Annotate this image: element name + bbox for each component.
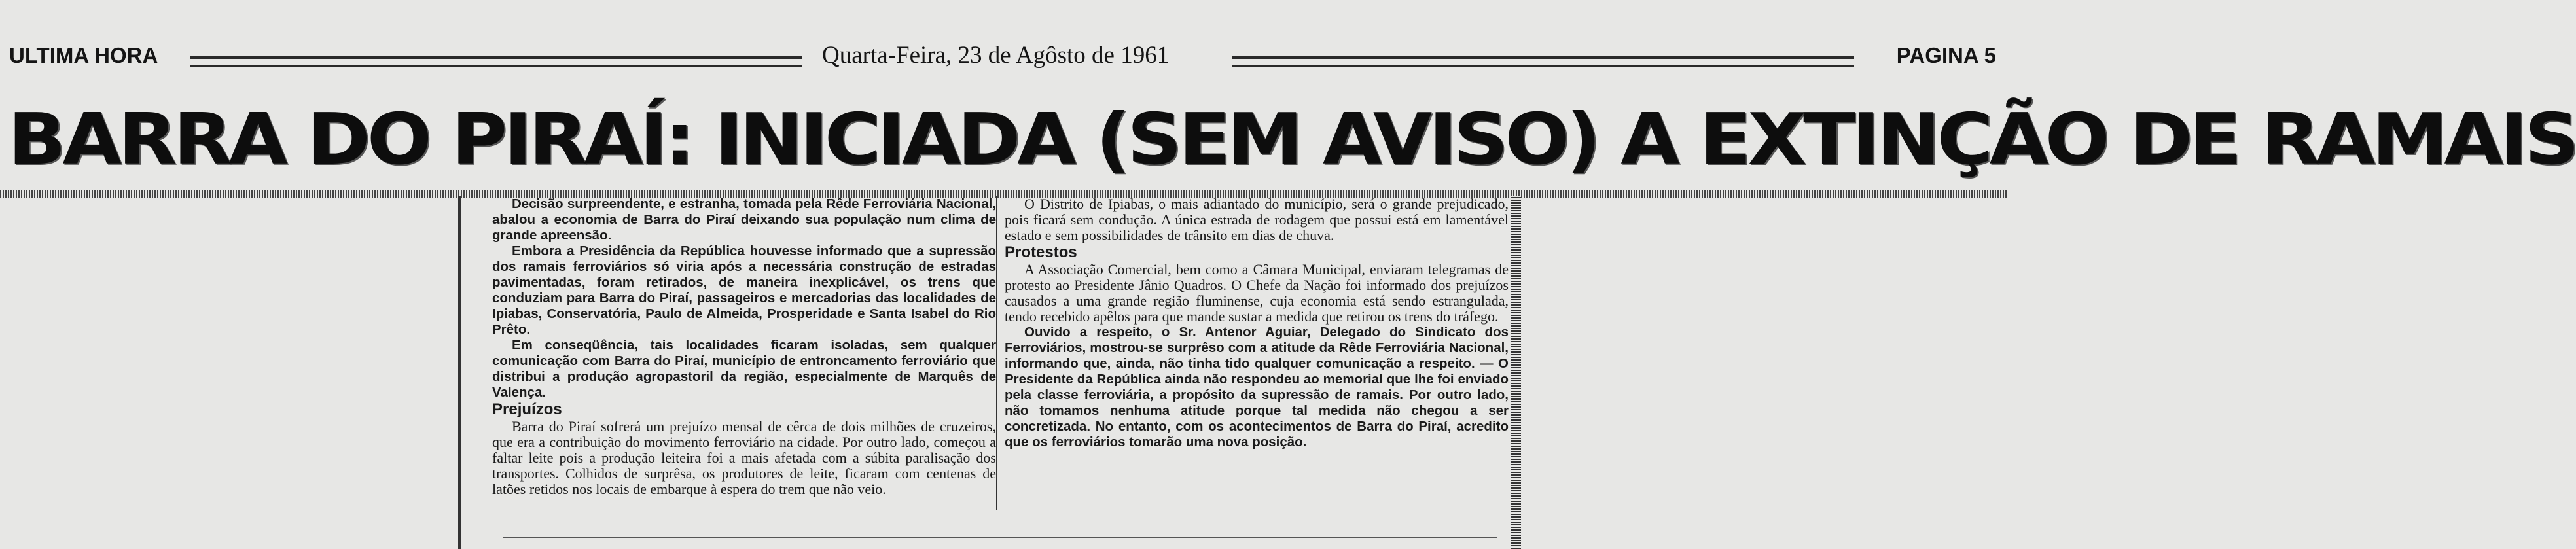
column-divider [996,196,997,510]
issue-date: Quarta-Feira, 23 de Agôsto de 1961 [822,42,1170,69]
header-rule-left [190,56,802,67]
article-paragraph: Decisão surpreendente, e estranha, tomada pela Rêde Ferroviária Nacional, abalou a economia de Barra do Piraí deixando sua população num clima de grande apreensão. [492,196,996,243]
left-blank-area [0,196,461,549]
header-rule-right [1232,56,1854,67]
page-header [0,37,2008,76]
article-column-1 [492,196,996,523]
article-paragraph: O Distrito de Ipiabas, o mais adiantado do município, será o grande prejudicado, pois ficará sem condução. A única estrada de rodagem que possui está em lamentável estado e sem possibilidades de trânsito em dias de chuva. [1005,196,1509,243]
article-paragraph: Embora a Presidência da República houvesse informado que a supressão dos ramais ferroviários só viria após a necessária construção de estradas pavimentadas, foram retirados, de maneira inexplicável, os trens que conduziam para Barra do Piraí, passageiros e mercadorias das localidades de Ipiabas, Conservatória, Paulo de Almeida, Prosperidade e Santa Isabel do Rio Prêto. [492,243,996,337]
article-paragraph: Ouvido a respeito, o Sr. Antenor Aguiar, Delegado do Sindicato dos Ferroviários, mostrou-se surprêso com a atitude da Rêde Ferroviária Nacional, informando que, ainda, não tinha tido qualquer comunicação a respeito. — O Presidente da República ainda não respondeu ao memorial que lhe foi enviado pela classe ferroviária, a propósito da supressão de ramais. Por outro lado, não tomamos nenhuma atitude porque tal medida não chegou a ser concretizada. No entanto, com os acontecimentos de Barra do Piraí, acredito que os ferroviários tomarão uma nova posição. [1005,325,1509,450]
page-number: PAGINA 5 [1896,43,1996,67]
article-column-2 [1005,196,1509,523]
article-paragraph: A Associação Comercial, bem como a Câmara Municipal, enviaram telegramas de protesto ao Presidente Jânio Quadros. O Chefe da Nação foi informado dos prejuízos causados a uma grande região fluminense, cuja economia está sendo estrangulada, tendo recebido apêlos para que mande sustar a medida que retirou os trens do tráfego. [1005,261,1509,325]
section-heading-prejuizos: Prejuízos [492,400,562,418]
bottom-rule [503,537,1497,538]
headline: BARRA DO PIRAÍ: INICIADA (SEM AVISO) A EXTINÇÃO DE RAMAIS [8,99,2576,181]
article-paragraph: Barra do Piraí sofrerá um prejuízo mensal de cêrca de dois milhões de cruzeiros, que era a contribuição do movimento ferroviário na cidade. Por outro lado, começou a faltar leite pois a produção leiteira foi a mais afetada com a súbita paralisação dos transportes. Colhidos de surprêsa, os produtores de leite, ficaram com centenas de latões retidos nos locais de embarque à espera do trem que não veio. [492,418,996,497]
section-heading-protestos: Protestos [1005,243,1077,261]
right-blank-area [1512,196,2008,549]
article-paragraph: Em conseqüência, tais localidades ficaram isoladas, sem qualquer comunicação com Barra do Piraí, município de entroncamento ferroviário que distribui a produção agropastoril da região, especialmente de Marquês de Valença. [492,338,996,400]
newspaper-name: ULTIMA HORA [9,43,158,67]
